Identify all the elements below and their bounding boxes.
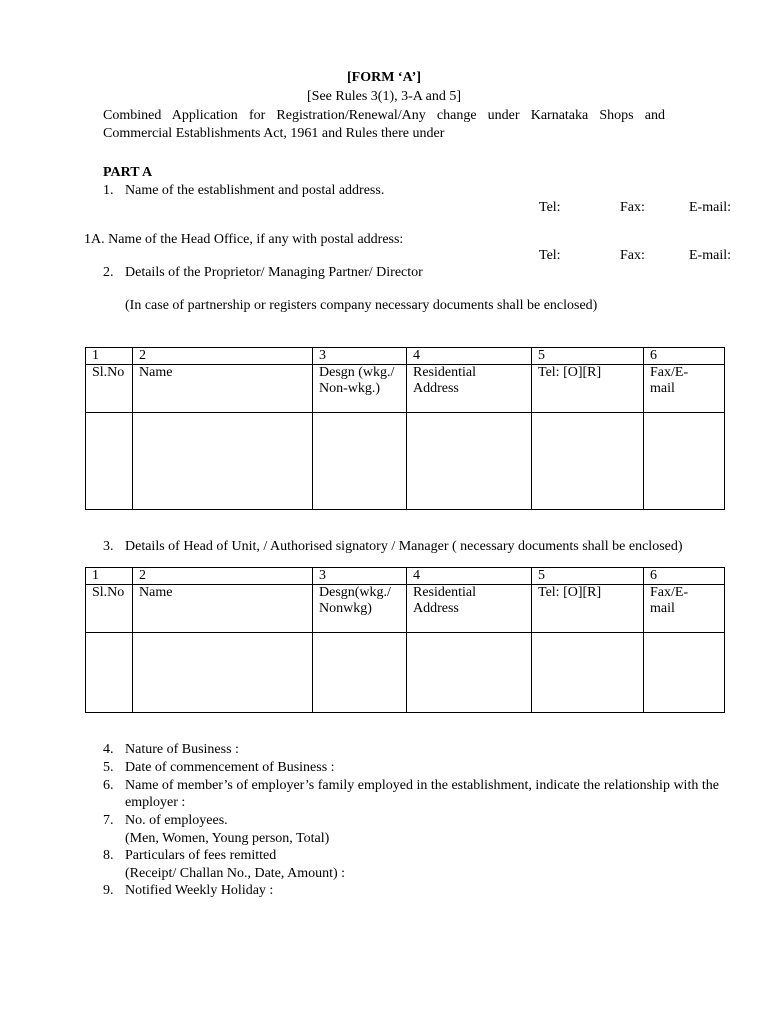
table-cell: 3 — [313, 568, 407, 585]
header-text: Tel: [O][R] — [538, 365, 602, 380]
item-9-number: 9. — [103, 883, 114, 898]
table-cell[interactable] — [313, 633, 407, 713]
item-6-continuation: employer : — [125, 795, 186, 810]
table-cell[interactable] — [644, 413, 725, 510]
table-cell: 4 — [407, 348, 532, 365]
item-6-number: 6. — [103, 778, 114, 793]
item-8 — [103, 848, 276, 864]
item-8-continuation: (Receipt/ Challan No., Date, Amount) : — [125, 866, 346, 881]
header-text: mail — [650, 601, 675, 616]
form-description — [103, 107, 665, 143]
item-3 — [103, 539, 683, 555]
contact-tel-2: Tel: — [539, 248, 561, 263]
contact-email-1: E-mail: — [689, 200, 731, 215]
item-5-number: 5. — [103, 760, 114, 775]
item-3-text: Details of Head of Unit, / Authorised signatory / Manager ( necessary documents shall be enclosed) — [125, 539, 683, 554]
table-header-cell — [313, 365, 407, 413]
table-header-cell — [532, 365, 644, 413]
table-cell: 6 — [644, 348, 725, 365]
item-9 — [103, 883, 273, 899]
item-6 — [103, 778, 719, 794]
table-cell: 3 — [313, 348, 407, 365]
item-4-text: Nature of Business : — [125, 742, 239, 757]
table-header-cell — [133, 585, 313, 633]
proprietor-details-table — [85, 347, 725, 510]
header-text: mail — [650, 381, 675, 396]
table-cell: 4 — [407, 568, 532, 585]
header-text: Name — [139, 585, 173, 600]
table-column-number-row — [86, 568, 725, 585]
item-1-number: 1. — [103, 183, 114, 198]
table-header-cell — [532, 585, 644, 633]
contact-fax-1: Fax: — [620, 200, 645, 215]
header-text: Residential — [413, 365, 476, 380]
header-text: Fax/E- — [650, 585, 689, 600]
header-text: Nonwkg) — [319, 601, 372, 616]
item-8-text: Particulars of fees remitted — [125, 848, 277, 863]
item-8-number: 8. — [103, 848, 114, 863]
item-2-number: 2. — [103, 265, 114, 280]
table-header-row — [86, 585, 725, 633]
header-text: Address — [413, 601, 459, 616]
item-5 — [103, 760, 335, 776]
table-row — [86, 413, 725, 510]
table-cell: 1 — [86, 348, 133, 365]
table-cell: 2 — [133, 568, 313, 585]
table-cell[interactable] — [407, 413, 532, 510]
item-7 — [103, 813, 228, 829]
item-1-text: Name of the establishment and postal address. — [125, 183, 385, 198]
description-line-2: Commercial Establishments Act, 1961 and Rules there under — [103, 126, 445, 141]
form-title: [FORM ‘A’] — [347, 70, 421, 85]
header-text: Sl.No — [92, 585, 125, 600]
table-cell: 2 — [133, 348, 313, 365]
table-cell: 1 — [86, 568, 133, 585]
table-header-cell — [133, 365, 313, 413]
header-text: Residential — [413, 585, 476, 600]
header-text: Address — [413, 381, 459, 396]
item-9-text: Notified Weekly Holiday : — [125, 883, 274, 898]
item-7-continuation: (Men, Women, Young person, Total) — [125, 831, 330, 846]
table-cell[interactable] — [313, 413, 407, 510]
table-cell[interactable] — [532, 633, 644, 713]
contact-email-2: E-mail: — [689, 248, 731, 263]
table-cell[interactable] — [133, 413, 313, 510]
item-1 — [103, 183, 384, 199]
part-a-heading: PART A — [103, 165, 153, 180]
table-cell[interactable] — [407, 633, 532, 713]
item-3-number: 3. — [103, 539, 114, 554]
header-text: Tel: [O][R] — [538, 585, 602, 600]
table-header-cell — [86, 365, 133, 413]
table-cell[interactable] — [86, 633, 133, 713]
table-cell[interactable] — [133, 633, 313, 713]
contact-tel-1: Tel: — [539, 200, 561, 215]
item-2 — [103, 265, 423, 281]
header-text: Desgn (wkg./ — [319, 365, 395, 380]
table-header-row — [86, 365, 725, 413]
table-cell[interactable] — [644, 633, 725, 713]
table-header-cell — [644, 365, 725, 413]
item-6-text: Name of member’s of employer’s family employed in the establishment, indicate the relationship with the — [125, 778, 719, 793]
item-1a: 1A. Name of the Head Office, if any with postal address: — [84, 232, 404, 247]
header-text: Name — [139, 365, 173, 380]
item-4 — [103, 742, 239, 758]
item-2-text: Details of the Proprietor/ Managing Partner/ Director — [125, 265, 423, 280]
table-header-cell — [313, 585, 407, 633]
table-row — [86, 633, 725, 713]
item-5-text: Date of commencement of Business : — [125, 760, 335, 775]
header-text: Non-wkg.) — [319, 381, 381, 396]
table-column-number-row — [86, 348, 725, 365]
table-header-cell — [407, 585, 532, 633]
contact-fax-2: Fax: — [620, 248, 645, 263]
rules-reference: [See Rules 3(1), 3-A and 5] — [307, 89, 461, 104]
description-line-1: Combined Application for Registration/Renewal/Any change under Karnataka Shops and — [103, 108, 665, 123]
head-of-unit-table — [85, 567, 725, 713]
table-header-cell — [407, 365, 532, 413]
table-cell: 5 — [532, 568, 644, 585]
item-7-number: 7. — [103, 813, 114, 828]
table-header-cell — [86, 585, 133, 633]
item-7-text: No. of employees. — [125, 813, 228, 828]
table-cell[interactable] — [532, 413, 644, 510]
header-text: Desgn(wkg./ — [319, 585, 391, 600]
item-4-number: 4. — [103, 742, 114, 757]
table-cell[interactable] — [86, 413, 133, 510]
header-text: Sl.No — [92, 365, 125, 380]
table-cell: 6 — [644, 568, 725, 585]
table-header-cell — [644, 585, 725, 633]
item-2-note: (In case of partnership or registers company necessary documents shall be enclosed) — [125, 298, 598, 313]
header-text: Fax/E- — [650, 365, 689, 380]
table-cell: 5 — [532, 348, 644, 365]
